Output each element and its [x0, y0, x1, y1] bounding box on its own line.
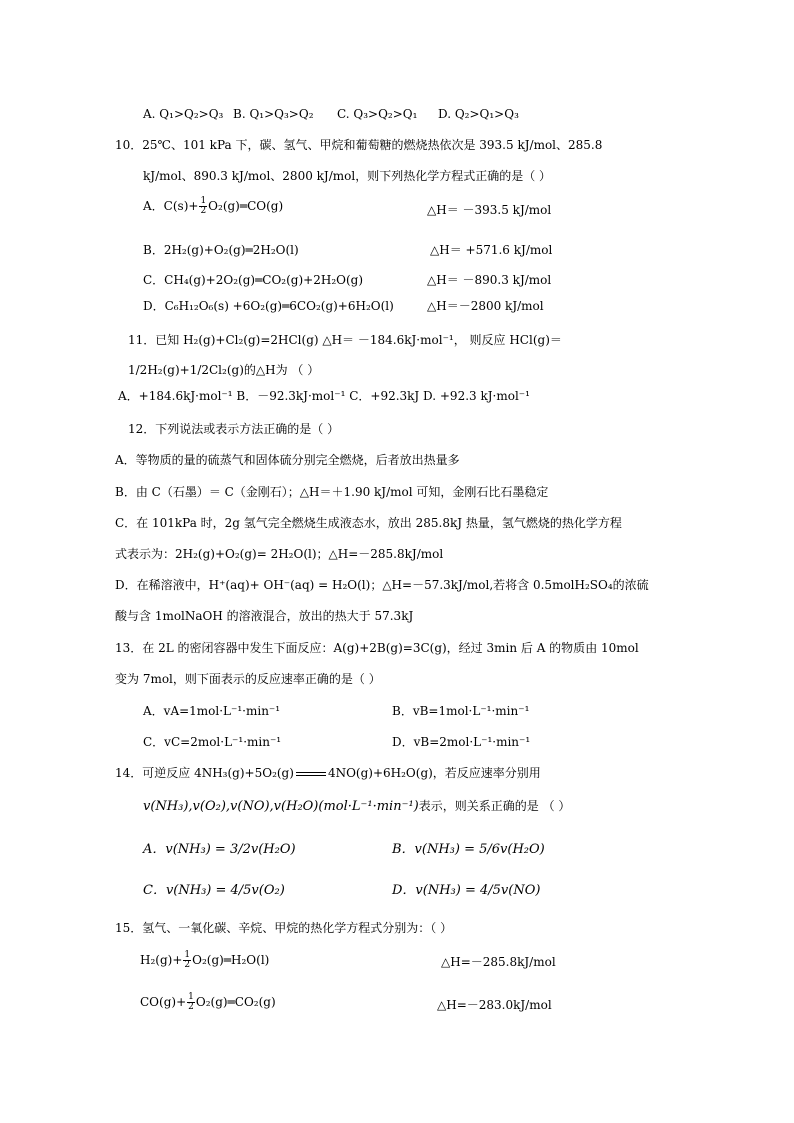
q10-a-label: A．C(s)+	[143, 199, 199, 213]
q14-products: 4NO(g)+6H₂O(g)，若反应速率分别用	[327, 766, 541, 780]
q14-option-b: B．v(NH₃) = 5/6v(H₂O)	[392, 842, 545, 857]
q12-option-c-line1: C．在 101kPa 时，2g 氢气完全燃烧生成液态水，放出 285.8kJ 热量，氢气燃烧的热化学方程	[115, 516, 622, 530]
q9-option-b: B. Q₁>Q₃>Q₂	[233, 107, 314, 121]
q15-eq2-dh: △H=－283.0kJ/mol	[437, 998, 552, 1012]
q13-stem-line1: 13．在 2L 的密闭容器中发生下面反应：A(g)+2B(g)=3C(g)，经过 3min 后 A 的物质由 10mol	[115, 641, 639, 655]
fraction-half: $\frac{1}{2}$	[200, 196, 207, 216]
q11-options: A．+184.6kJ·mol⁻¹ B．－92.3kJ·mol⁻¹ C．+92.3kJ D. +92.3 kJ·mol⁻¹	[118, 389, 530, 403]
q10-option-a	[143, 197, 283, 216]
q14-stem-line1	[115, 765, 541, 781]
q11-stem-line2: 1/2H₂(g)+1/2Cl₂(g)的△H为 （ ）	[128, 363, 320, 377]
q12-option-d-line2: 酸与含 1molNaOH 的溶液混合，放出的热大于 57.3kJ	[115, 609, 414, 623]
q13-option-a: A．vA=1mol·L⁻¹·min⁻¹	[143, 704, 281, 718]
q10-option-d: D．C₆H₁₂O₆(s) +6O₂(g)═6CO₂(g)+6H₂O(l)	[143, 299, 394, 313]
q14-option-a: A．v(NH₃) = 3/2v(H₂O)	[143, 842, 296, 857]
q15-stem: 15．氢气、一氧化碳、辛烷、甲烷的热化学方程式分别为：（ ）	[115, 921, 453, 935]
q10-d-dh: △H＝－2800 kJ/mol	[427, 299, 544, 313]
q15-eq1-dh: △H=－285.8kJ/mol	[441, 955, 556, 969]
q12-option-a: A．等物质的量的硫蒸气和固体硫分别完全燃烧，后者放出热量多	[115, 453, 460, 467]
q13-option-d: D．vB=2mol·L⁻¹·min⁻¹	[392, 735, 531, 749]
q14-stem-line2	[143, 798, 570, 815]
q14-option-c: C．v(NH₃) = 4/5v(O₂)	[143, 883, 285, 898]
reversible-arrow-icon	[296, 770, 326, 778]
q13-option-b: B．vB=1mol·L⁻¹·min⁻¹	[392, 704, 530, 718]
q10-c-dh: △H＝ －890.3 kJ/mol	[427, 273, 552, 287]
q10-option-c: C．CH₄(g)+2O₂(g)═CO₂(g)+2H₂O(g)	[143, 273, 364, 287]
fraction-half: $\frac{1}{2}$	[184, 950, 191, 970]
q10-stem-line2: kJ/mol、890.3 kJ/mol、2800 kJ/mol，则下列热化学方程式正确的是（ ）	[143, 169, 552, 183]
q9-option-a: A. Q₁>Q₂>Q₃	[143, 107, 224, 121]
q10-a-rest: O₂(g)═CO(g)	[208, 199, 284, 213]
q10-stem-line1: 10．25℃、101 kPa 下，碳、氢气、甲烷和葡萄糖的燃烧热依次是 393.5 kJ/mol、285.8	[115, 138, 603, 152]
q15-eq1: H₂(g)+ $\frac{1}{2}$ O₂(g)═H₂O(l)	[140, 950, 270, 970]
q12-option-c-line2: 式表示为：2H₂(g)+O₂(g)= 2H₂O(l)；△H=－285.8kJ/mol	[115, 547, 444, 561]
fraction-half: $\frac{1}{2}$	[188, 992, 194, 1012]
q12-option-b: B．由 C（石墨）＝ C（金刚石）；△H＝＋1.90 kJ/mol 可知，金刚石比石墨稳定	[115, 485, 549, 499]
q10-b-dh: △H＝ +571.6 kJ/mol	[430, 243, 553, 257]
q15-eq2: CO(g)+ $\frac{1}{2}$ O₂(g)═CO₂(g)	[140, 992, 276, 1012]
q10-a-dh: △H＝ －393.5 kJ/mol	[427, 203, 552, 217]
q9-option-c: C. Q₃>Q₂>Q₁	[337, 107, 418, 121]
q13-option-c: C．vC=2mol·L⁻¹·min⁻¹	[143, 735, 282, 749]
q14-stem-text: 表示，则关系正确的是 （ ）	[418, 799, 571, 813]
q14-reactants: 14．可逆反应 4NH₃(g)+5O₂(g)	[115, 766, 294, 780]
q11-stem-line1: 11．已知 H₂(g)+Cl₂(g)=2HCl(g) △H＝ －184.6kJ·mol⁻¹， 则反应 HCl(g)＝	[128, 333, 562, 347]
q9-option-d: D. Q₂>Q₁>Q₃	[438, 107, 519, 121]
q10-option-b: B．2H₂(g)+O₂(g)═2H₂O(l)	[143, 243, 299, 257]
q14-option-d: D．v(NH₃) = 4/5v(NO)	[392, 883, 541, 898]
q12-option-d-line1: D．在稀溶液中，H⁺(aq)+ OH⁻(aq) = H₂O(l)；△H=－57.3kJ/mol,若将含 0.5molH₂SO₄的浓硫	[115, 578, 649, 592]
q12-stem: 12．下列说法或表示方法正确的是（ ）	[128, 422, 340, 436]
q14-rate-symbols: v(NH₃),v(O₂),v(NO),v(H₂O)(mol·L⁻¹·min⁻¹)	[143, 799, 419, 814]
q13-stem-line2: 变为 7mol，则下面表示的反应速率正确的是（ ）	[115, 672, 381, 686]
